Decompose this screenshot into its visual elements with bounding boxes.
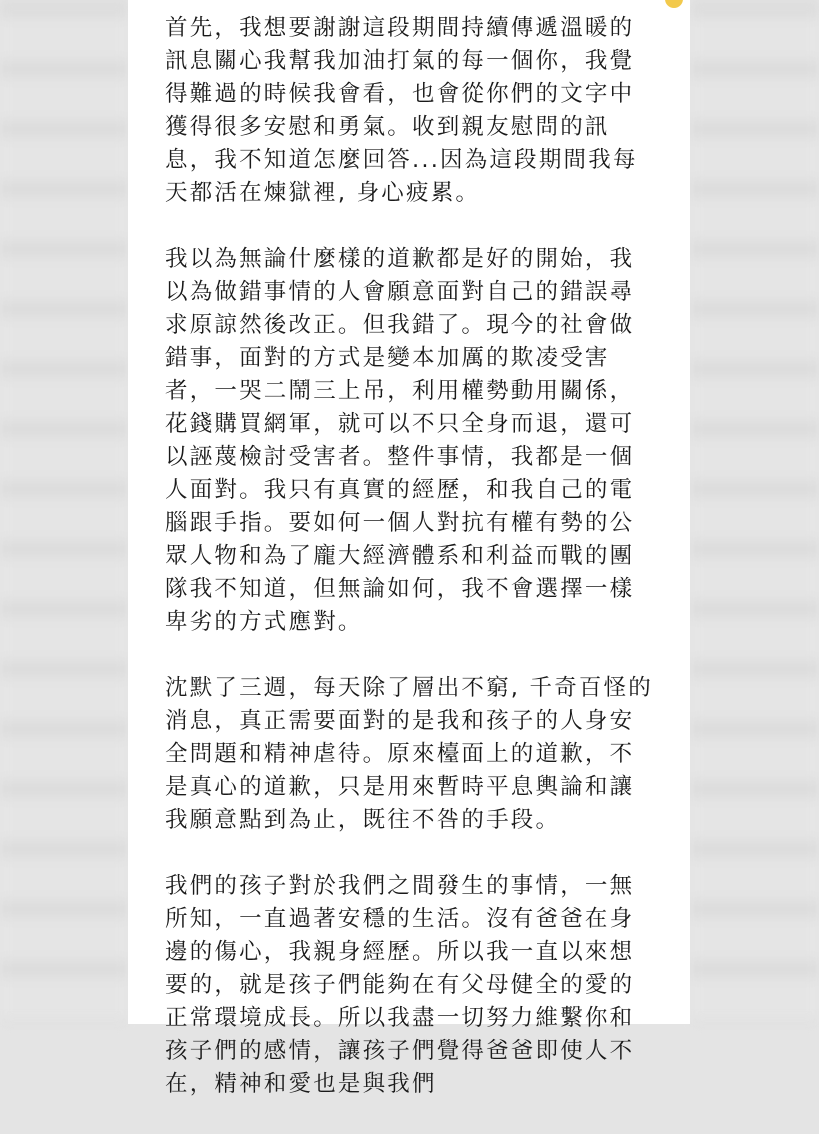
emoji-badge	[665, 0, 683, 8]
blurred-background-right	[691, 0, 819, 1024]
paragraph-1: 首先，我想要謝謝這段期間持續傳遞溫暖的訊息關心我幫我加油打氣的每一個你，我覺得難過的時候我會看，也會從你們的文字中獲得很多安慰和勇氣。收到親友慰問的訊息，我不知道怎麼回答...因為這段期間我每天都活在煉獄裡, 身心疲累。	[165, 15, 638, 206]
post-screenshot	[128, 0, 690, 1097]
paragraph-2: 我以為無論什麼樣的道歉都是好的開始，我以為做錯事情的人會願意面對自己的錯誤尋求原諒然後改正。但我錯了。現今的社會做錯事，面對的方式是變本加厲的欺凌受害者，一哭二鬧三上吊，利用權勢動用關係，花錢購買網軍，就可以不只全身而退，還可以誣蔑檢討受害者。整件事情，我都是一個人面對。我只有真實的經歷，和我自己的電腦跟手指。要如何一個人對抗有權有勢的公眾人物和為了龐大經濟體系和利益而戰的團隊我不知道，但無論如何，我不會選擇一樣卑劣的方式應對。	[165, 246, 635, 635]
paragraph-4: 我們的孩子對於我們之間發生的事情，一無所知，一直過著安穩的生活。沒有爸爸在身邊的傷心，我親身經歷。所以我一直以來想要的，就是孩子們能夠在有父母健全的愛的正常環境成長。所以我盡一切努力維繫你和孩子們的感情，讓孩子們覺得爸爸即使人不在，精神和愛也是與我們	[165, 873, 635, 1097]
blurred-background-left	[0, 0, 128, 1024]
paragraph-3: 沈默了三週，每天除了層出不窮, 千奇百怪的消息，真正需要面對的是我和孩子的人身安全問題和精神虐待。原來檯面上的道歉，不是真心的道歉，只是用來暫時平息輿論和讓我願意點到為止，既往不咎的手段。	[165, 675, 654, 833]
post-text	[165, 12, 655, 1134]
